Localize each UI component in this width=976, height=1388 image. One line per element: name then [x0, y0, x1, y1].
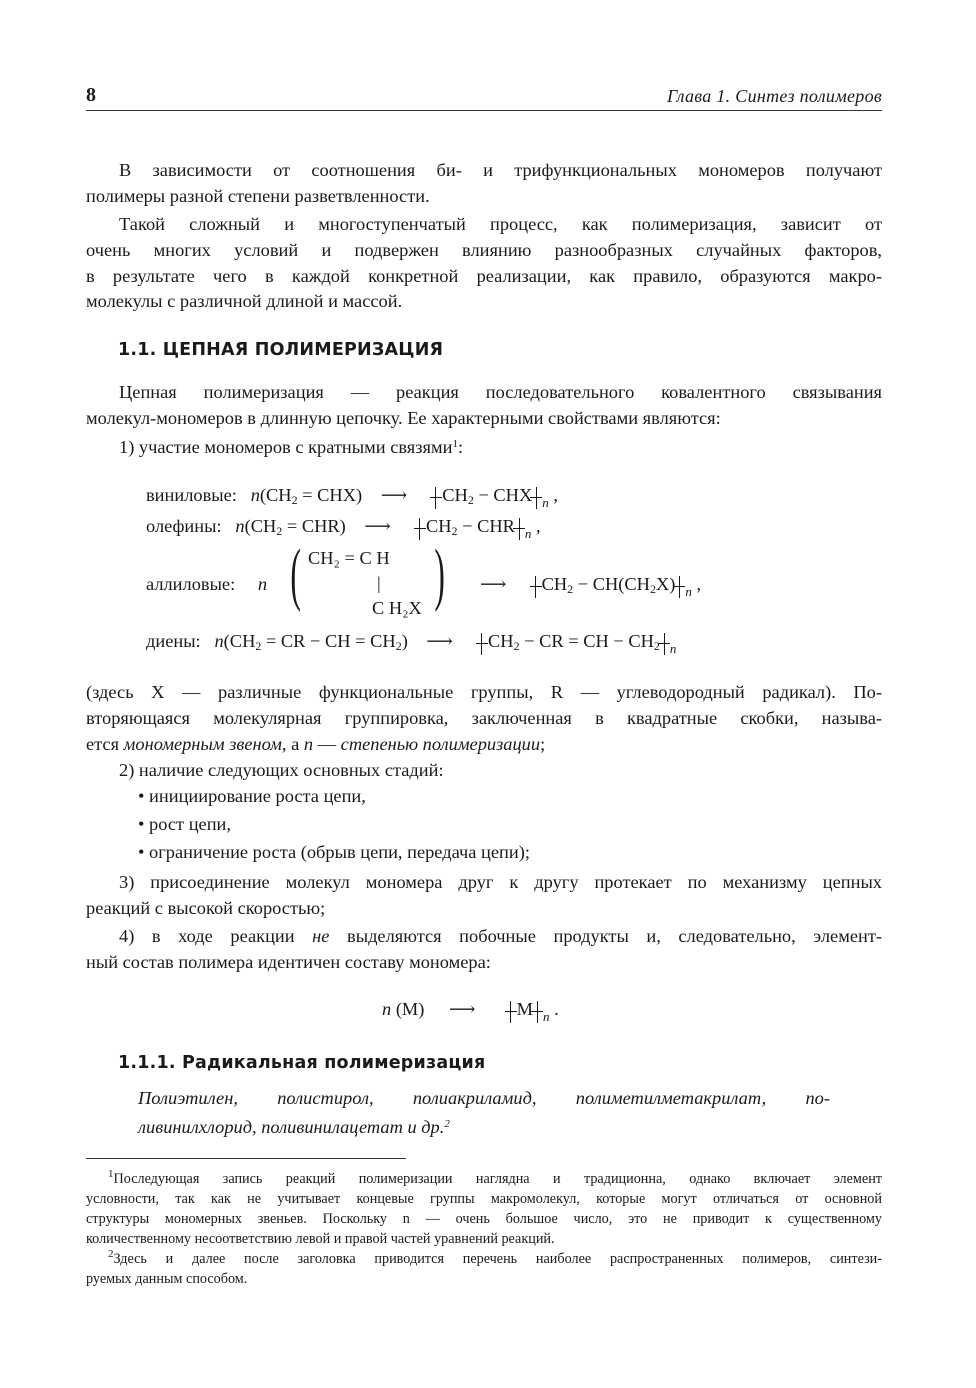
- allyl-structure-bond: |: [377, 573, 381, 593]
- bullet-item: • ограничение роста (обрыв цепи, передача цепи);: [138, 842, 530, 862]
- footnote-1: $^1$Последующая запись реакций полимеризации наглядна и традиционна, однако включает элемент условности, так как не учитывает концевые группы макромолекул, которые могут отличаться от основной структуры мономерных звеньев. Поскольку n — очень большое число, это не приводит к существенному количественному несоответствию левой и правой частей уравнений реакций.: [86, 1168, 882, 1247]
- explanation-paragraph: [86, 680, 882, 757]
- text-line: ется мономерным звеном, а n — степенью полимеризации;: [86, 733, 546, 754]
- page-number: 8: [86, 84, 96, 106]
- text-line: Такой сложный и многоступенчатый процесс, как полимеризация, зависит от: [119, 214, 882, 234]
- intro-paragraph-2: [86, 212, 882, 315]
- reaction-diene: диены: $n(CH_2$ = CR − CH = $CH_2$) ⟶ $CH_2$ − CR = CH − $CH_2$ $_n$: [146, 631, 677, 656]
- list-item-1: 1) участие мономеров с кратными связями$^1$:: [119, 436, 464, 457]
- text-line: (здесь X — различные функциональные группы, R — углеводородный радикал). По-: [86, 682, 882, 702]
- text-line: молекулы с различной длиной и массой.: [86, 291, 403, 312]
- intro-paragraph-1: [86, 158, 882, 210]
- footnote-rule: [86, 1158, 406, 1159]
- section-paragraph: [86, 380, 882, 460]
- footnote-2: $^2$Здесь и далее после заголовка приводится перечень наиболее распространенных полимеров, синтези- руемых данным способом.: [86, 1248, 882, 1287]
- text-line: очень многих условий и подвержен влиянию разнообразных случайных факторов,: [86, 239, 882, 260]
- running-title: Глава 1. Синтез полимеров: [667, 86, 882, 106]
- list-item-3: 3) присоединение молекул мономера друг к другу протекает по механизму цепных реакций с высокой скоростью;: [86, 872, 882, 918]
- section-heading: 1.1. ЦЕПНАЯ ПОЛИМЕРИЗАЦИЯ: [118, 340, 444, 360]
- header-rule: [86, 110, 882, 111]
- reaction-label: диены:: [146, 631, 201, 651]
- polymer-examples: Полиэтилен, полистирол, полиакриламид, полиметилметакрилат, по- ливинилхлорид, поливинилацетат и др.$^2$: [138, 1088, 830, 1137]
- term-degree-of-polymerization: степенью полимеризации: [340, 733, 541, 754]
- text-line: В зависимости от соотношения би- и трифункциональных мономеров получают: [119, 160, 882, 180]
- bullet-item: • рост цепи,: [138, 814, 231, 834]
- list-item-4: 4) в ходе реакции не выделяются побочные продукты и, следовательно, элемент- ный состав полимера идентичен составу мономера:: [86, 926, 882, 972]
- left-paren: (: [290, 536, 301, 613]
- reaction-vinyl: виниловые: $n(CH_2 = CHX)$ ⟶ $CH_2$ − CHX $_n$ ,: [146, 485, 558, 510]
- text-line: вторяющаяся молекулярная группировка, заключенная в квадратные скобки, называ-: [86, 707, 882, 728]
- subsection-heading: 1.1.1. Радикальная полимеризация: [118, 1053, 486, 1073]
- text-line: в результате чего в каждой конкретной реализации, как правило, образуются макро-: [86, 265, 882, 286]
- reaction-olefin: олефины: $n(CH_2 = CHR)$ ⟶ $CH_2$ − CHR $_n$ ,: [146, 516, 541, 541]
- allyl-structure-bottom: C H₂X: [372, 598, 422, 618]
- right-paren: ): [434, 536, 445, 613]
- reaction-allyl-label: аллиловые: n: [146, 574, 268, 594]
- bullet-item: • инициирование роста цепи,: [138, 786, 366, 806]
- text-line: молекул-мономеров в длинную цепочку. Ее характерными свойствами являются:: [86, 407, 721, 428]
- reaction-allyl-product: ⟶ $CH_2 - CH(CH_2X)$ $_n$ ,: [480, 574, 702, 599]
- general-reaction: n (M) ⟶ M $_n$ .: [382, 999, 559, 1024]
- list-item-2: 2) наличие следующих основных стадий:: [119, 760, 444, 780]
- text-line: Цепная полимеризация — реакция последовательного ковалентного связывания: [119, 382, 882, 402]
- text-line: полимеры разной степени разветвленности.: [86, 185, 430, 206]
- reaction-label: виниловые:: [146, 485, 237, 505]
- reaction-label: олефины:: [146, 516, 222, 536]
- term-monomer-unit: мономерным звеном: [123, 733, 282, 754]
- allyl-structure-top: CH₂ = C H: [308, 548, 390, 568]
